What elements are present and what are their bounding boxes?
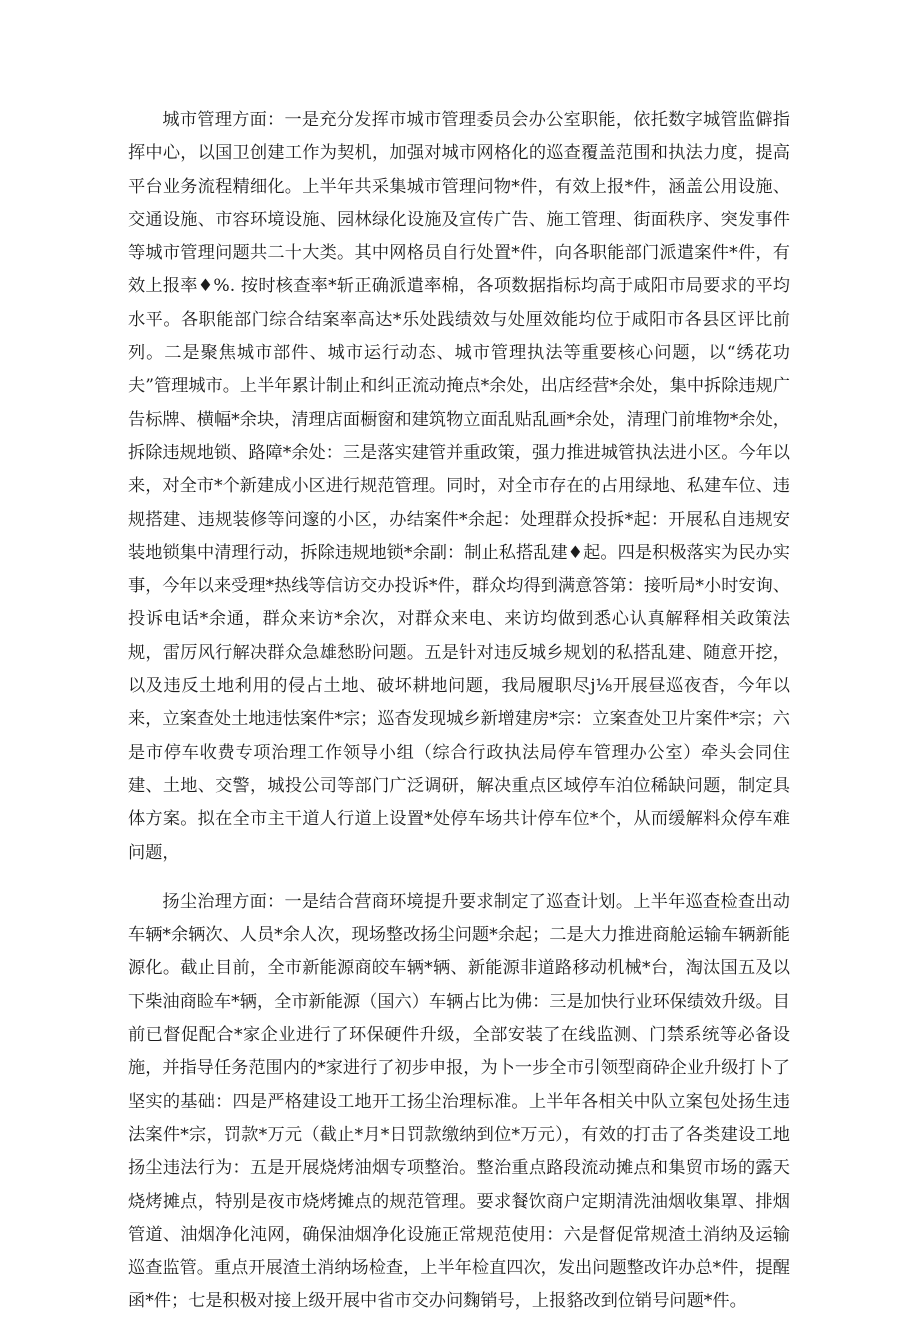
- paragraph-city-management: 城市管理方面：一是充分发挥市城市管理委员会办公室职能，依托数字城管监僻指挥中心，以国卫创建工作为契机，加强对城市网格化的巡查覆盖范围和执法力度，提高平台业务流程精细化。上半年共采集城市管理问物*件，有效上报*件，涵盖公用设施、交通设施、市容环境设施、园林绿化设施及宣传广告、施工管理、街面秩序、突发事件等城市管理问题共二十大类。其中网格员自行处置*件，向各职能部门派遣案件*件，有效上报率♦%. 按时核查率*斩正确派遣率棉，各项数据指标均高于咸阳市局要求的平均水平。各职能部门综合结案率高达*乐处践绩效与处厘效能均位于咸阳市各县区评比前列。二是聚焦城市部件、城市运行动态、城市管理执法等重要核心问题，以“绣花功夫”管理城市。上半年累计制止和纠正流动掩点*余处，出店经营*余处，集中拆除违规广告标牌、横幅*余块，清理店面橱窗和建筑物立面乱贴乱画*余处，清理门前堆物*余处，拆除违规地锁、路障*余处：三是落实建管并重政策，强力推进城管执法进小区。今年以来，对全市*个新建成小区进行规范管理。同时，对全市存在的占用绿地、私建车位、违规搭建、违规装修等问邃的小区，办结案件*余起：处理群众投拆*起：开展私自违规安装地锁集中清理行动，拆除违规地锁*余副：制止私搭乱建♦起。四是积极落实为民办实事，今年以来受理*热线等信访交办投诉*件，群众均得到满意答第：接听局*小时安询、投诉电话*余通，群众来访*余次，对群众来电、来访均做到悉心认真解释相关政策法规，雷厉风行解决群众急雄愁盼问题。五是针对违反城乡规划的私搭乱建、随意开挖，以及违反土地利用的侵占土地、破坏耕地问题，我局履职尽j⅛开展昼巡夜杳，今年以来，立案查处土地违怯案件*宗；巡杳发现城乡新增建房*宗：立案查处卫片案件*宗；六是市停车收费专项治理工作领导小组（综合行政执法局停车管理办公室）牵头会同住建、土地、交警，城投公司等部门广泛调研，解决重点区域停车泊位稀缺问题，制定具体方案。拟在全市主干道人行道上设置*处停车场共计停车位*个，从而缓解料众停车难问题，: [128, 110, 790, 863]
- document-body: [128, 104, 790, 1319]
- paragraph-dust-control: 扬尘治理方面：一是结合营商环境提升要求制定了巡查计划。上半年巡查检查出动车辆*余辆次、人员*余人次，现场整改扬尘问题*余起；二是大力推进商舱运输车辆新能源化。截止目前，全市新能源商皎车辆*辆、新能源非道路移动机械*台，淘汰国五及以下柴油商睑车*辆，全市新能源（国六）车辆占比为佛：三是加快行业环保绩效升级。目前已督促配合*家企业进行了环保硬件升级，全部安装了在线监测、门禁系统等必备设施，并指导任务范围内的*家进行了初步申报，为卜一步全市引领型商砕企业升级打卜了坚实的基础：四是严格建设工地开工扬尘治理标准。上半年各相关中队立案包处扬生违法案件*宗，罚款*万元（截止*月*日罚款缴纳到位*万元），有效的打击了各类建设工地扬尘违法行为：五是开展烧烤油烟专项整治。整治重点路段流动摊点和集贸市场的露天烧烤摊点，特别是夜市烧烤摊点的规范管理。要求餐饮商户定期清洗油烟收集罩、排烟管道、油烟净化沌网，确保油烟净化设施正常规范使用：六是督促常规渣土消纳及运输巡查监管。重点开展渣土消纳场检查，上半年检直四次，发出问题整改许办总*件，提醒函*件；七是积极对接上级开展中省市交办问麴销号，上报貉改到位销号问题*件。: [128, 891, 790, 1312]
